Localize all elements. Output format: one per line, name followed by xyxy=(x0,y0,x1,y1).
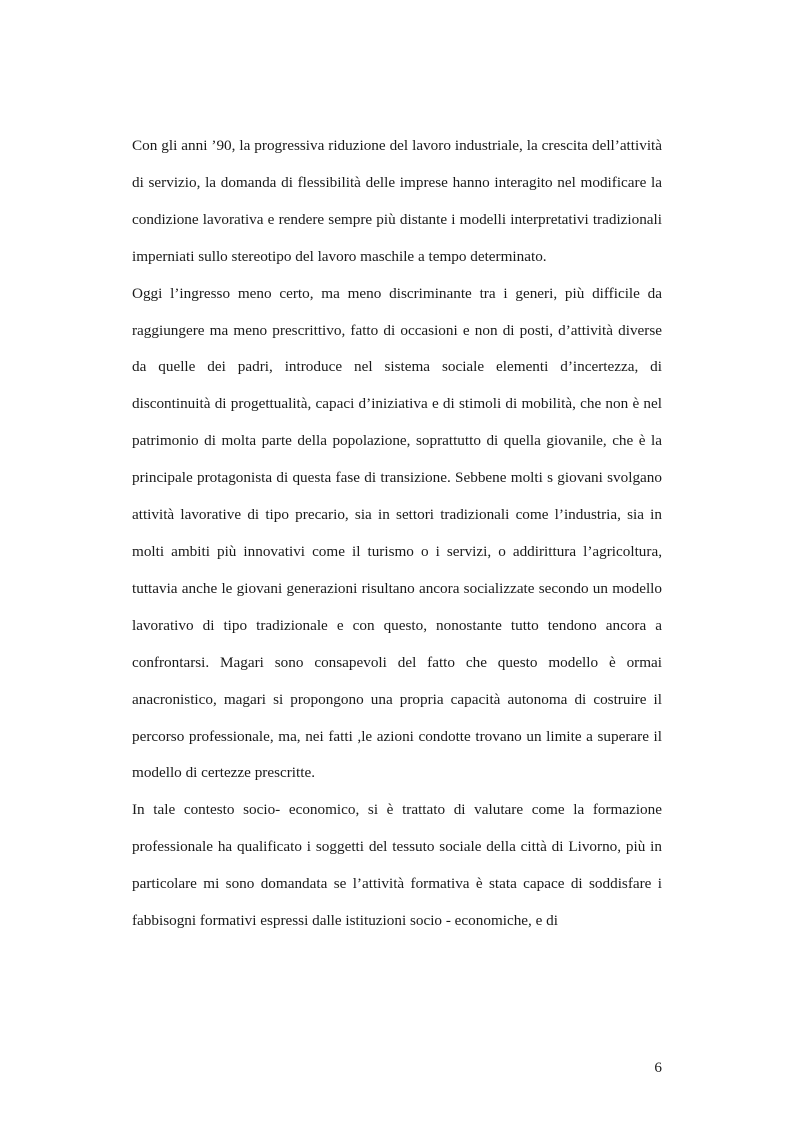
page-number: 6 xyxy=(654,1059,662,1076)
paragraph-3: In tale contesto socio- economico, si è trattato di valutare come la formazione professionale ha qualificato i soggetti del tessuto sociale della città di Livorno, più in particolare mi sono domandata se l’attività formativa è stata capace di soddisfare i fabbisogni formativi espressi dalle istituzioni socio - economiche, e di xyxy=(132,801,662,930)
paragraph-1: Con gli anni ’90, la progressiva riduzione del lavoro industriale, la crescita dell’attività di servizio, la domanda di flessibilità delle imprese hanno interagito nel modificare la condizione lavorativa e rendere sempre più distante i modelli interpretativi tradizionali imperniati sullo stereotipo del lavoro maschile a tempo determinato. xyxy=(132,137,662,265)
body-text xyxy=(132,128,662,940)
paragraph-2: Oggi l’ingresso meno certo, ma meno discriminante tra i generi, più difficile da raggiungere ma meno prescrittivo, fatto di occasioni e non di posti, d’attività diverse da quelle dei padri, introduce nel sistema sociale elementi d’incertezza, di discontinuità di progettualità, capaci d’iniziativa e di stimoli di mobilità, che non è nel patrimonio di molta parte della popolazione, soprattutto di quella giovanile, che è la principale protagonista di questa fase di transizione. Sebbene molti s giovani svolgano attività lavorative di tipo precario, sia in settori tradizionali come l’industria, sia in molti ambiti più innovativi come il turismo o i servizi, o addirittura l’agricoltura, tuttavia anche le giovani generazioni risultano ancora socializzate secondo un modello lavorativo di tipo tradizionale e con questo, nonostante tutto tendono ancora a confrontarsi. Magari sono consapevoli del fatto che questo modello è ormai anacronistico, magari si propongono una propria capacità autonoma di costruire il percorso professionale, ma, nei fatti ,le azioni condotte trovano un limite a superare il modello di certezze prescritte. xyxy=(132,284,662,782)
